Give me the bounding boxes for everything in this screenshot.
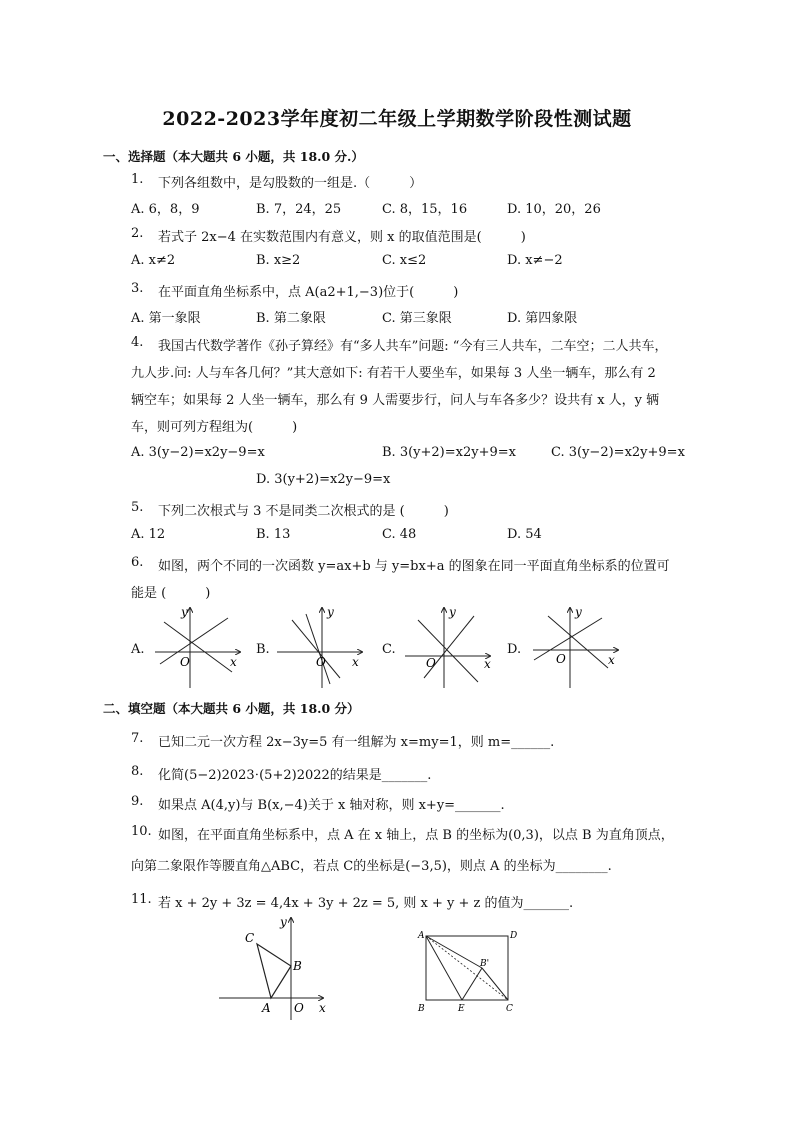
triangle-abc — [257, 944, 291, 998]
y-axis-label: y — [181, 605, 188, 619]
q11-text: 若 x + 2y + 3z = 4,4x + 3y + 2z = 5, 则 x + y + z 的值为_______. — [158, 896, 574, 911]
q9-text: 如果点 A(4,y)与 B(x,−4)关于 x 轴对称，则 x+y=_______. — [158, 798, 505, 813]
rectangle-figure — [412, 924, 524, 1016]
q6-option-d-label: D. — [507, 642, 522, 657]
origin-label: O — [180, 655, 190, 669]
q1-option-a: A. 6，8，9 — [131, 202, 200, 217]
x-axis-label: x — [484, 657, 491, 671]
line-1 — [160, 618, 228, 664]
q9-number: 9. — [131, 794, 144, 809]
y-axis-label: y — [575, 605, 582, 619]
q5-option-d: D. 54 — [507, 527, 542, 542]
q4-text-line4: 车，则可列方程组为( ) — [131, 420, 298, 435]
q6-number: 6. — [131, 555, 144, 570]
q1-option-b: B. 7，24，25 — [256, 202, 342, 217]
x-axis-label: x — [230, 655, 237, 669]
q1-option-d: D. 10，20，26 — [507, 202, 601, 217]
section-heading-fill: 二、填空题（本大题共 6 小题，共 18.0 分） — [103, 701, 360, 716]
point-b-label: B — [418, 1004, 425, 1014]
q6-graph-d — [528, 604, 623, 690]
point-e-label: E — [458, 1004, 465, 1014]
q7-number: 7. — [131, 731, 144, 746]
q6-graph-b — [272, 604, 367, 690]
q8-text: 化简(5−2)2023⋅(5+2)2022的结果是_______. — [158, 768, 432, 783]
q5-option-c: C. 48 — [382, 527, 417, 542]
point-c-label: C — [506, 1004, 513, 1014]
line-1 — [292, 620, 340, 678]
point-a-label: A — [418, 931, 425, 941]
q10-text-line2: 向第二象限作等腰直角△ABC，若点 C的坐标是(−3,5)，则点 A 的坐标为________. — [131, 859, 612, 874]
q3-option-c: C. 第三象限 — [382, 311, 452, 326]
q3-option-a: A. 第一象限 — [131, 311, 201, 326]
point-b-prime-label: B' — [480, 959, 490, 969]
q10-figure — [215, 914, 330, 1024]
q6-graph-a — [150, 604, 245, 690]
q6-option-b-label: B. — [256, 642, 270, 657]
q7-text: 已知二元一次方程 2x−3y=5 有一组解为 x=my=1，则 m=______. — [158, 735, 555, 750]
origin-label: O — [316, 655, 326, 669]
q5-option-a: A. 12 — [131, 527, 166, 542]
q4-text-line2: 九人步.问: 人与车各几何？”其大意如下: 有若干人要坐车，如果每 3 人坐一辆车，那么有 2 — [131, 366, 656, 381]
segment-ab-prime — [426, 936, 482, 968]
y-axis-label: y — [327, 605, 334, 619]
y-axis-label: y — [280, 915, 287, 929]
point-a-label: A — [262, 1001, 271, 1015]
q4-option-b: B. 3(y+2)=x2y+9=x — [382, 445, 516, 460]
q5-text: 下列二次根式与 3 不是同类二次根式的是 ( ) — [158, 504, 449, 519]
q5-number: 5. — [131, 500, 144, 515]
q4-text-line3: 辆空车；如果每 2 人坐一辆车，那么有 9 人需要步行，问人与车各多少？设共有 x 人，y 辆 — [131, 393, 660, 408]
x-axis-label: x — [352, 655, 359, 669]
point-d-label: D — [510, 931, 518, 941]
point-c-label: C — [245, 931, 255, 945]
q2-text: 若式子 2x−4 在实数范围内有意义，则 x 的取值范围是( ) — [158, 230, 526, 245]
q1-option-c: C. 8，15，16 — [382, 202, 468, 217]
line-2 — [164, 622, 232, 672]
q2-option-d: D. x≠−2 — [507, 253, 563, 268]
q6-text-line2: 能是 ( ) — [131, 586, 211, 601]
q6-option-c-label: C. — [382, 642, 396, 657]
q5-option-b: B. 13 — [256, 527, 291, 542]
x-axis-label: x — [608, 653, 615, 667]
origin-label: O — [426, 656, 436, 670]
q6-option-a-label: A. — [131, 642, 145, 657]
q6-text-line1: 如图，两个不同的一次函数 y=ax+b 与 y=bx+a 的图象在同一平面直角坐标系的位置可 — [158, 559, 670, 574]
q2-option-c: C. x≤2 — [382, 253, 427, 268]
point-b-label: B — [293, 959, 302, 973]
q4-option-a: A. 3(y−2)=x2y−9=x — [131, 445, 265, 460]
q10-number: 10. — [131, 824, 152, 839]
y-axis-label: y — [449, 605, 456, 619]
segment-eb-prime — [462, 968, 482, 1000]
q8-number: 8. — [131, 764, 144, 779]
q4-option-d: D. 3(y+2)=x2y−9=x — [256, 472, 391, 487]
q6-graph-c — [400, 604, 495, 690]
q11-number: 11. — [131, 892, 152, 907]
q1-text: 下列各组数中，是勾股数的一组是.（ ） — [158, 176, 423, 191]
q1-number: 1. — [131, 172, 144, 187]
q3-number: 3. — [131, 281, 144, 296]
q2-option-a: A. x≠2 — [131, 253, 176, 268]
q4-option-c: C. 3(y−2)=x2y+9=x — [551, 445, 685, 460]
q3-option-b: B. 第二象限 — [256, 311, 326, 326]
origin-label: O — [556, 652, 566, 666]
q3-text: 在平面直角坐标系中，点 A(a2+1,−3)位于( ) — [158, 285, 459, 300]
line-2 — [306, 614, 330, 684]
q3-option-d: D. 第四象限 — [507, 311, 578, 326]
x-axis-label: x — [319, 1001, 326, 1015]
segment-b-prime-c — [482, 968, 508, 1000]
line-1 — [418, 620, 478, 682]
q2-number: 2. — [131, 226, 144, 241]
q4-number: 4. — [131, 335, 144, 350]
segment-ae — [426, 936, 462, 1000]
q10-text-line1: 如图，在平面直角坐标系中，点 A 在 x 轴上，点 B 的坐标为(0,3)，以点 B 为直角顶点， — [158, 828, 674, 843]
q2-option-b: B. x≥2 — [256, 253, 301, 268]
section-heading-choice: 一、选择题（本大题共 6 小题，共 18.0 分.） — [103, 149, 364, 164]
q4-text-line1: 我国古代数学著作《孙子算经》有“多人共车”问题: “今有三人共车，二车空；二人共车， — [158, 339, 668, 354]
origin-label: O — [294, 1001, 304, 1015]
diagonal-ac — [426, 936, 508, 1000]
page-title: 2022-2023学年度初二年级上学期数学阶段性测试题 — [162, 108, 632, 130]
